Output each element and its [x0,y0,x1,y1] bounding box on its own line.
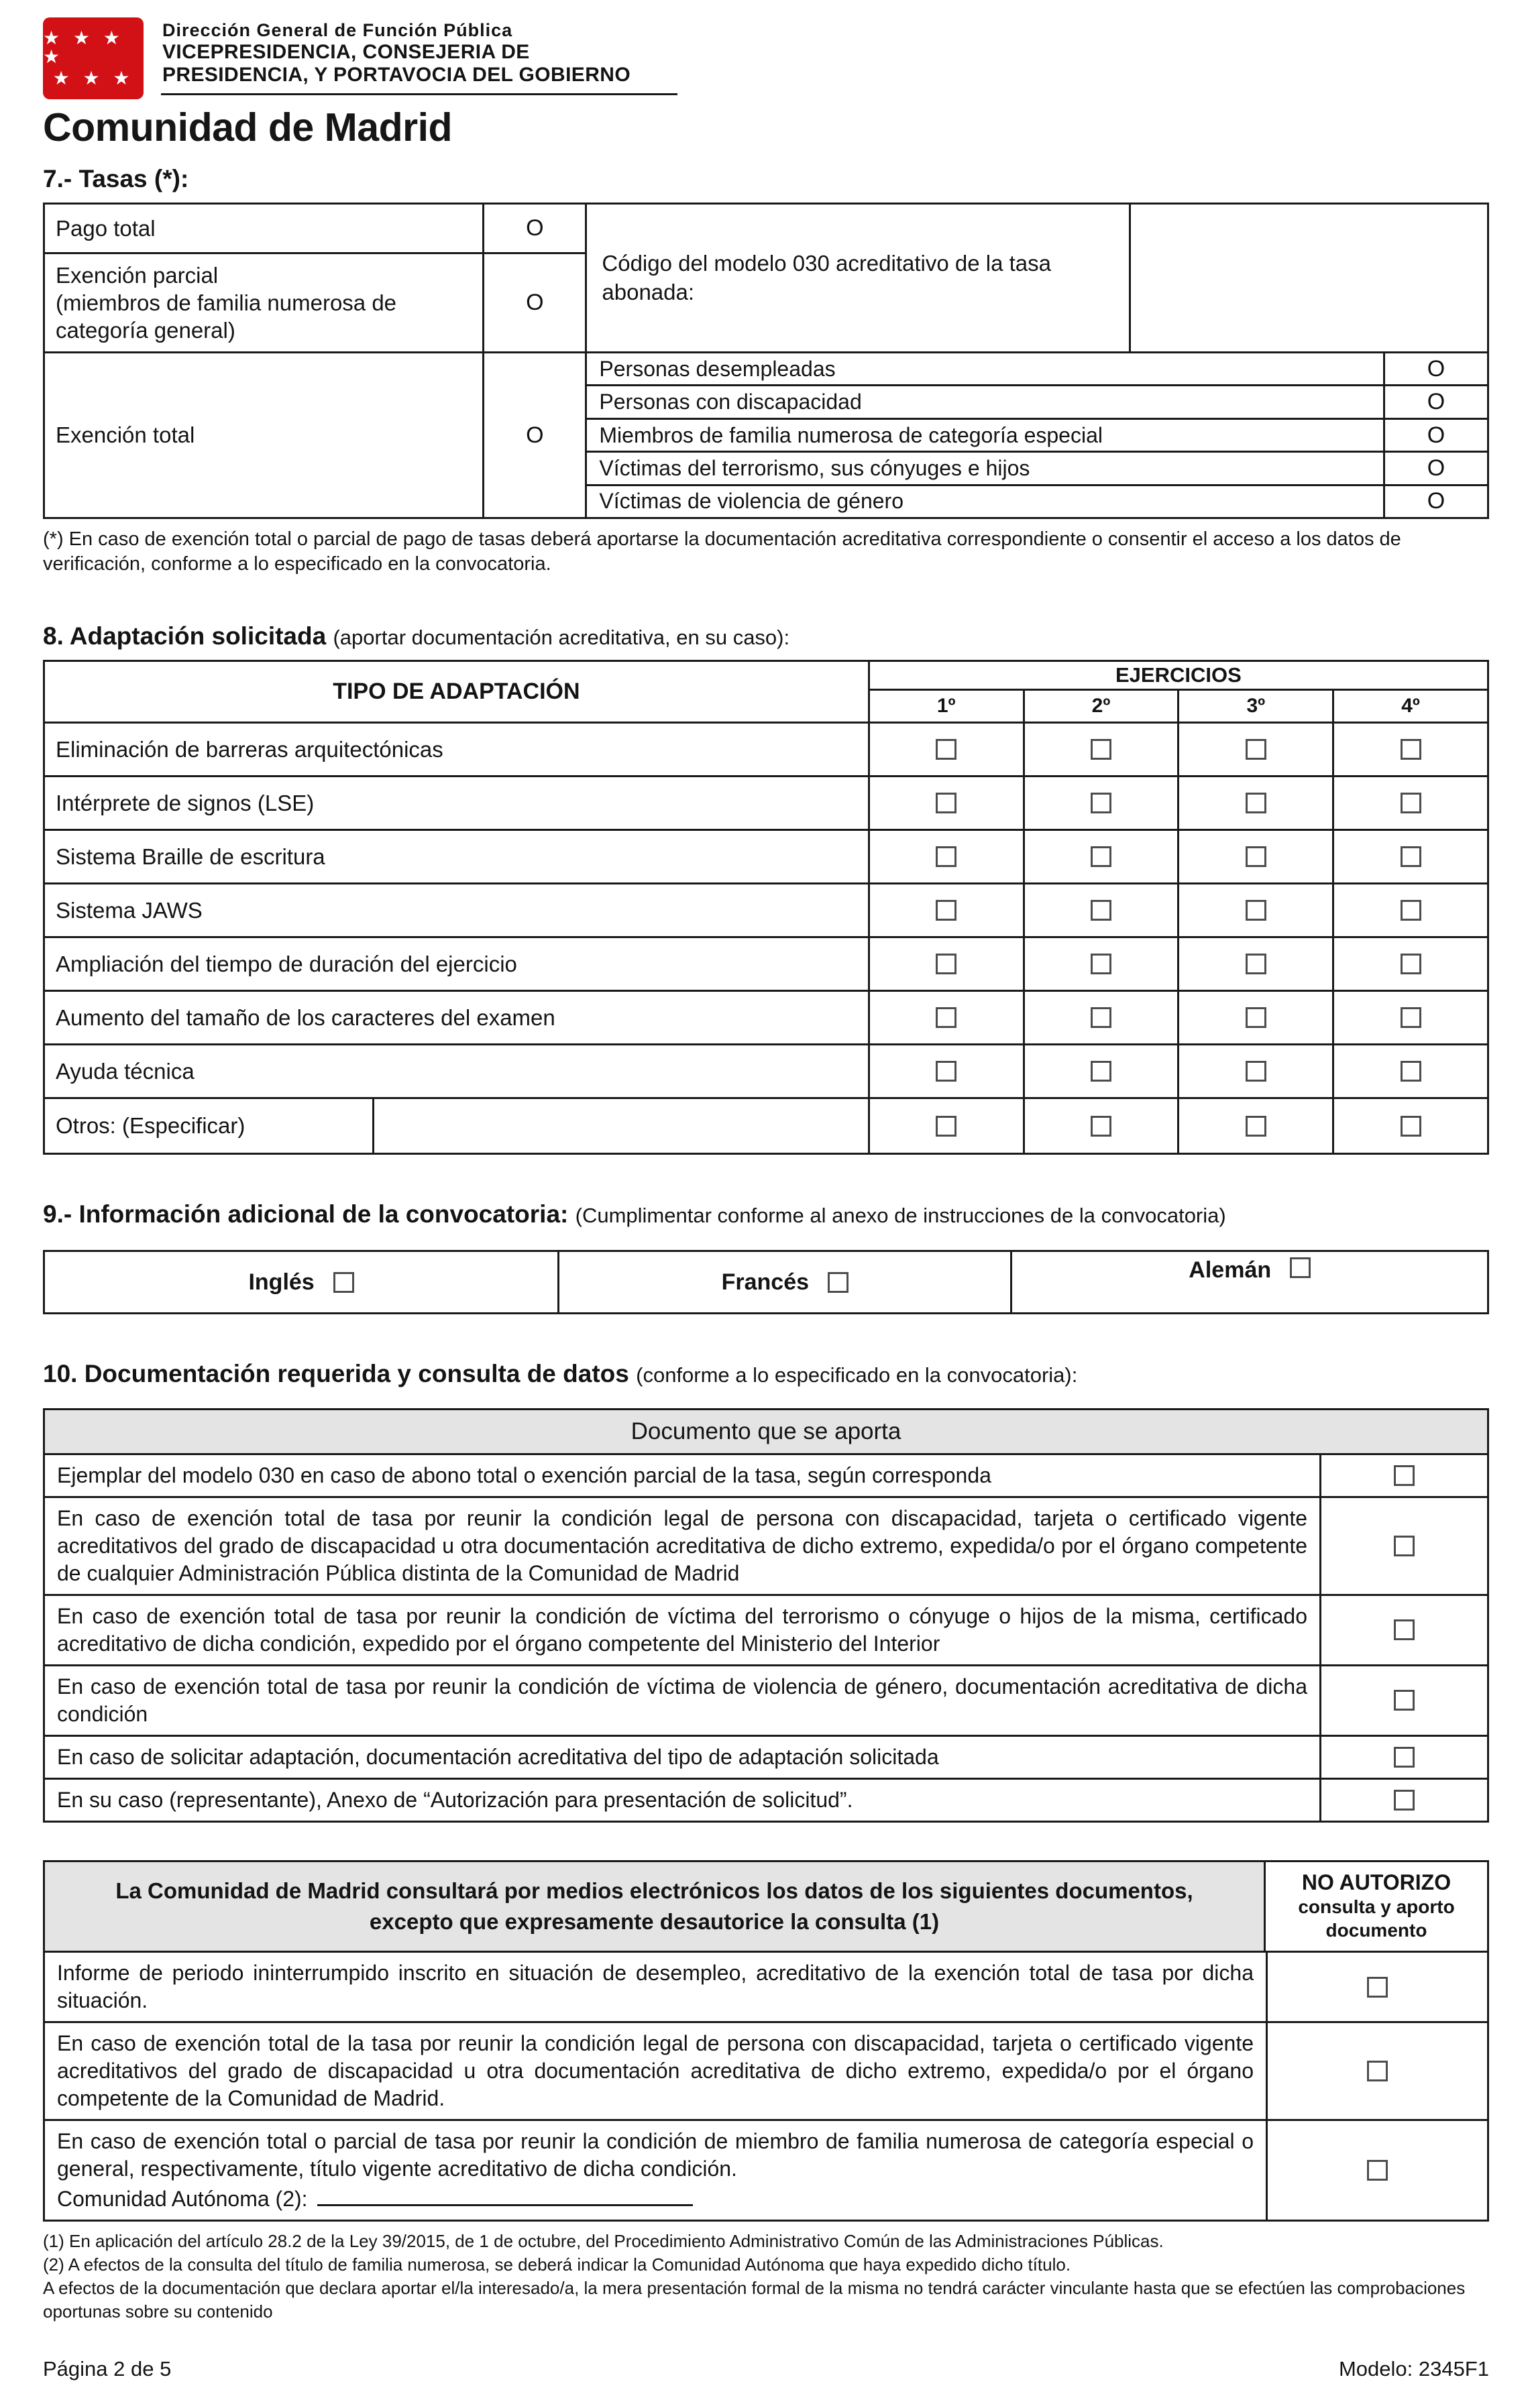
table-row [45,1737,1487,1780]
adaptation-checkbox[interactable] [1401,954,1421,974]
adaptation-label: Intérprete de signos (LSE) [45,777,870,829]
exemption-label: Víctimas del terrorismo, sus cónyuges e hijos [587,453,1385,483]
adaptation-checkbox[interactable] [936,954,956,974]
adaptation-checkbox[interactable] [1091,739,1111,760]
document-checkbox[interactable] [1394,1790,1415,1811]
table-row [45,1780,1487,1821]
check-cell [1023,1045,1178,1097]
check-cell [1332,992,1487,1043]
check-cell [1023,1099,1178,1153]
check-cell [1023,884,1178,936]
personas-discapacidad-radio[interactable]: O [1427,389,1445,415]
codigo-030-label: Código del modelo 030 acreditativo de la tasa abonada: [587,205,1131,351]
comunidad-autonoma-label: Comunidad Autónoma (2): [57,2186,308,2211]
check-cell [870,1099,1023,1153]
ejercicio-col-header: 1º [936,695,956,718]
check-cell [1177,992,1332,1043]
adaptation-checkbox[interactable] [1091,1116,1111,1137]
check-cell [1177,831,1332,882]
check-cell [1332,724,1487,775]
pago-total-radio[interactable]: O [526,215,544,241]
check-cell [1023,831,1178,882]
check-cell [1266,1953,1487,2021]
adaptation-checkbox[interactable] [1246,900,1266,921]
footnote-3: A efectos de la documentación que declara aportar el/la interesado/a, la mera presentación formal de la misma no tendrá carácter vinculante hasta que se efectúen las comprobaciones oportunas sobre su contenido [43,2277,1466,2322]
section9-title [43,1200,1489,1228]
adaptation-checkbox[interactable] [1091,793,1111,813]
page-footer [43,2324,1489,2381]
ejercicio-col-header: 4º [1332,691,1487,722]
adaptation-checkbox[interactable] [936,739,956,760]
ingles-label: Inglés [248,1269,315,1295]
check-cell [1332,1045,1487,1097]
codigo-030-input[interactable] [1131,205,1487,351]
check-cell [1023,724,1178,775]
section9-title-bold: 9.- Información adicional de la convocatoria: [43,1200,569,1228]
check-cell [1332,938,1487,990]
aleman-label: Alemán [1189,1257,1272,1283]
comunidad-autonoma-line [57,2185,1254,2213]
check-cell [1332,884,1487,936]
aleman-checkbox[interactable] [1290,1257,1311,1278]
check-cell [1177,884,1332,936]
familia-numerosa-especial-radio[interactable]: O [1427,422,1445,448]
adaptation-table-header [45,662,1487,724]
adaptation-table [43,660,1489,1155]
adaptation-label: Ayuda técnica [45,1045,870,1097]
tasas-left-column [45,205,587,517]
document-text: Ejemplar del modelo 030 en caso de abono total o exención parcial de la tasa, según corresponda [57,1463,991,1488]
otros-label: Otros: (Especificar) [45,1099,374,1153]
adaptation-checkbox[interactable] [1401,1007,1421,1028]
table-row [45,938,1487,992]
table-row [45,831,1487,884]
check-cell [1177,777,1332,829]
otros-row-label [45,1099,870,1153]
adaptation-checkbox[interactable] [1401,793,1421,813]
check-cell [1177,1045,1332,1097]
table-row [45,777,1487,831]
check-cell [1266,2023,1487,2119]
adaptation-checks [870,938,1487,990]
check-cell [870,1045,1023,1097]
check-cell [1319,1666,1487,1735]
section8-title-bold: 8. Adaptación solicitada [43,622,327,650]
table-row [45,1099,1487,1153]
section10-title [43,1360,1489,1388]
no-autorizo-checkbox[interactable] [1367,2061,1388,2081]
footnote-2: (2) A efectos de la consulta del título de familia numerosa, se deberá indicar la Comunidad Autónoma que haya expedido dicho título. [43,2254,1071,2275]
table-row [587,386,1487,419]
table-row [587,486,1487,517]
radio-cell [484,205,585,252]
table-row [45,2121,1487,2220]
document-checkbox[interactable] [1394,1690,1415,1711]
ejercicio-col-header: 2º [1023,691,1178,722]
ejercicios-columns [870,691,1487,722]
footnotes-block [43,2230,1489,2324]
exemption-label: Miembros de familia numerosa de categoría especial [587,420,1385,451]
check-cell [1177,724,1332,775]
pago-total-label: Pago total [45,205,484,252]
adaptation-checkbox[interactable] [1091,900,1111,921]
exemption-label: Víctimas de violencia de género [587,486,1385,517]
adaptation-checkbox[interactable] [1091,1061,1111,1082]
adaptation-label: Sistema Braille de escritura [45,831,870,882]
check-cell [870,992,1023,1043]
ejercicios-header: EJERCICIOS [870,662,1487,691]
model-number: Modelo: 2345F1 [1338,2357,1489,2381]
check-cell [1319,1455,1487,1496]
exencion-parcial-label [45,254,484,351]
check-cell [1332,777,1487,829]
table-row [45,992,1487,1045]
radio-cell [484,353,585,517]
check-cell [1023,938,1178,990]
page-number: Página 2 de 5 [43,2357,172,2381]
consulta-row3-text: En caso de exención total o parcial de tasa por reunir la condición de miembro de familia numerosa de categoría especial o general, respectivamente, título vigente acreditativo de dicha condición. [57,2128,1254,2181]
table-row [45,254,585,353]
check-cell [1023,992,1178,1043]
frances-checkbox[interactable] [828,1272,849,1293]
table-row [45,884,1487,938]
codigo-030-row [587,205,1487,353]
adaptation-checkbox[interactable] [936,793,956,813]
no-autorizo-line1: NO AUTORIZO [1301,1870,1452,1895]
ejercicio-col-header: 3º [1177,691,1332,722]
exencion-total-label: Exención total [45,353,484,517]
adaptation-checkbox[interactable] [1246,846,1266,867]
radio-cell [1385,386,1487,417]
frances-label: Francés [721,1269,810,1295]
adaptation-checkbox[interactable] [1091,846,1111,867]
adaptation-label: Ampliación del tiempo de duración del ejercicio [45,938,870,990]
check-cell [1319,1780,1487,1821]
victimas-violencia-genero-radio[interactable]: O [1427,488,1445,514]
adaptation-checkbox[interactable] [1091,954,1111,974]
consulta-datos-table [43,1860,1489,2222]
personas-desempleadas-radio[interactable]: O [1427,355,1445,382]
adaptation-label: Sistema JAWS [45,884,870,936]
page-header [43,17,1489,150]
document-text: En caso de exención total de tasa por reunir la condición de víctima del terrorismo o cónyuge o hijos de la misma, certificado acreditativo de dicha condición, expedido por el órgano competente del Ministerio del Interior [57,1604,1307,1656]
adaptation-checkbox[interactable] [1246,739,1266,760]
check-cell [870,724,1023,775]
department-line: PRESIDENCIA, Y PORTAVOCIA DEL GOBIERNO [162,64,631,86]
check-cell [870,777,1023,829]
adaptation-checkbox[interactable] [1246,1061,1266,1082]
adaptation-checkbox[interactable] [1246,793,1266,813]
no-autorizo-checkbox[interactable] [1367,2160,1388,2181]
adaptation-checkbox[interactable] [936,846,956,867]
flag-stars-icon: ★ ★ ★ [52,68,134,89]
exencion-parcial-subtext: (miembros de familia numerosa de categoría general) [56,290,397,343]
table-row [45,1498,1487,1596]
adaptation-checkbox[interactable] [936,1116,956,1137]
check-cell [870,884,1023,936]
document-checkbox[interactable] [1394,1465,1415,1486]
documentos-aportados-table [43,1408,1489,1823]
exemption-rows [587,353,1487,517]
table-row [45,1596,1487,1666]
comunidad-autonoma-input[interactable] [317,2187,693,2206]
exencion-parcial-radio[interactable]: O [526,290,544,315]
table-row [45,1666,1487,1737]
department-name-block [161,17,677,95]
exemption-label: Personas desempleadas [587,353,1385,384]
check-cell [1319,1596,1487,1664]
section7-footnote: (*) En caso de exención total o parcial de pago de tasas deberá aportarse la documentación acreditativa correspondiente o consentir el acceso a los datos de verificación, conforme a lo especificado en la convocatoria. [43,528,1401,575]
table-row [45,1455,1487,1498]
table-row [587,353,1487,386]
section7-title: 7.- Tasas (*): [43,165,189,192]
adaptation-checkbox[interactable] [936,900,956,921]
tasas-right-column [587,205,1487,517]
radio-cell [1385,486,1487,517]
ejercicios-header-block [870,662,1487,722]
department-line: Dirección General de Función Pública [162,20,513,40]
check-cell [1319,1498,1487,1594]
adaptation-checkbox[interactable] [1401,739,1421,760]
table-row [45,205,585,254]
radio-cell [1385,453,1487,483]
ingles-cell [45,1252,557,1312]
table-row [45,2023,1487,2121]
adaptation-label: Eliminación de barreras arquitectónicas [45,724,870,775]
check-cell [1332,1099,1487,1153]
check-cell [870,831,1023,882]
adaptation-checks [870,1045,1487,1097]
document-text: En caso de exención total de tasa por reunir la condición de víctima de violencia de género, documentación acreditativa de dicha condición [57,1674,1307,1726]
adaptation-checkbox[interactable] [1246,1007,1266,1028]
exencion-parcial-text: Exención parcial [56,262,219,288]
table-row [45,353,585,517]
footnote-1: (1) En aplicación del artículo 28.2 de la Ley 39/2015, de 1 de octubre, del Procedimiento Administrativo Común de las Administraciones Públicas. [43,2230,1164,2251]
consulta-text [45,2121,1266,2220]
victimas-terrorismo-radio[interactable]: O [1427,455,1445,481]
brand-title: Comunidad de Madrid [43,105,452,150]
table-row [45,1953,1487,2023]
adaptation-checkbox[interactable] [1401,1116,1421,1137]
adaptation-label: Aumento del tamaño de los caracteres del examen [45,992,870,1043]
check-cell [1023,777,1178,829]
documentos-table-header: Documento que se aporta [45,1410,1487,1455]
adaptation-checks [870,831,1487,882]
section8-title [43,622,1489,650]
no-autorizo-line2: consulta y aporto documento [1298,1896,1455,1941]
frances-cell [557,1252,1010,1312]
check-cell [870,938,1023,990]
adaptation-checks [870,1099,1487,1153]
document-text: En caso de solicitar adaptación, documentación acreditativa del tipo de adaptación solicitada [57,1744,939,1769]
document-checkbox[interactable] [1394,1619,1415,1640]
aleman-cell [1010,1252,1487,1312]
flag-stars-icon: ★ ★ ★ ★ [43,27,124,67]
adaptation-checkbox[interactable] [1246,954,1266,974]
check-cell [1177,1099,1332,1153]
adaptation-checkbox[interactable] [1091,1007,1111,1028]
adaptation-checkbox[interactable] [936,1007,956,1028]
exencion-total-radio[interactable]: O [526,422,544,448]
no-autorizo-checkbox[interactable] [1367,1977,1388,1998]
check-cell [1332,831,1487,882]
madrid-flag-logo [43,17,144,99]
check-cell [1266,2121,1487,2220]
adaptation-checks [870,884,1487,936]
adaptation-checks [870,724,1487,775]
consulta-text: En caso de exención total de la tasa por reunir la condición legal de persona con discapacidad, tarjeta o certificado vigente acreditativos del grado de discapacidad u otra documentación acreditativa de dicho extremo, expedida/o por el órgano competente de la Comunidad de Madrid. [57,2031,1254,2110]
no-autorizo-header [1266,1862,1487,1951]
table-row [587,453,1487,485]
exemption-label: Personas con discapacidad [587,386,1385,417]
check-cell [1319,1737,1487,1778]
adaptation-checkbox[interactable] [1401,1061,1421,1082]
adaptation-checkbox[interactable] [1401,900,1421,921]
consulta-table-header [45,1862,1487,1953]
table-row [587,420,1487,453]
adaptation-checks [870,777,1487,829]
adaptation-checkbox[interactable] [936,1061,956,1082]
letterhead [43,17,1489,99]
table-row [45,724,1487,777]
radio-cell [1385,353,1487,384]
department-line: VICEPRESIDENCIA, CONSEJERIA DE [162,41,530,63]
section10-title-rest: (conforme a lo especificado en la convocatoria): [636,1363,1078,1387]
document-checkbox[interactable] [1394,1747,1415,1768]
languages-table [43,1250,1489,1314]
radio-cell [1385,420,1487,451]
consulta-text: Informe de periodo ininterrumpido inscrito en situación de desempleo, acreditativo de la exención total de tasa por dicha situación. [57,1961,1254,2013]
section10-title-bold: 10. Documentación requerida y consulta de datos [43,1360,629,1388]
tipo-adaptacion-header: TIPO DE ADAPTACIÓN [45,662,870,722]
consulta-header-text: La Comunidad de Madrid consultará por medios electrónicos los datos de los siguientes documentos, excepto que expresamente desautorice la consulta (1) [45,1862,1266,1951]
table-row [45,1045,1487,1099]
adaptation-checkbox[interactable] [1401,846,1421,867]
tasas-table [43,203,1489,519]
check-cell [1177,938,1332,990]
document-text: En caso de exención total de tasa por reunir la condición legal de persona con discapacidad, tarjeta o certificado vigente acreditativos del grado de discapacidad u otra documentación acreditativa de dicho extremo, expedida/o por el órgano competente de cualquier Administración Pública distinta de la Comunidad de Madrid [57,1506,1307,1586]
radio-cell [484,254,585,351]
section9-title-rest: (Cumplimentar conforme al anexo de instrucciones de la convocatoria) [575,1204,1226,1228]
adaptation-checkbox[interactable] [1246,1116,1266,1137]
adaptation-checks [870,992,1487,1043]
document-text: En su caso (representante), Anexo de “Autorización para presentación de solicitud”. [57,1787,853,1812]
document-checkbox[interactable] [1394,1536,1415,1556]
ingles-checkbox[interactable] [333,1272,354,1293]
section8-title-rest: (aportar documentación acreditativa, en su caso): [333,626,790,650]
